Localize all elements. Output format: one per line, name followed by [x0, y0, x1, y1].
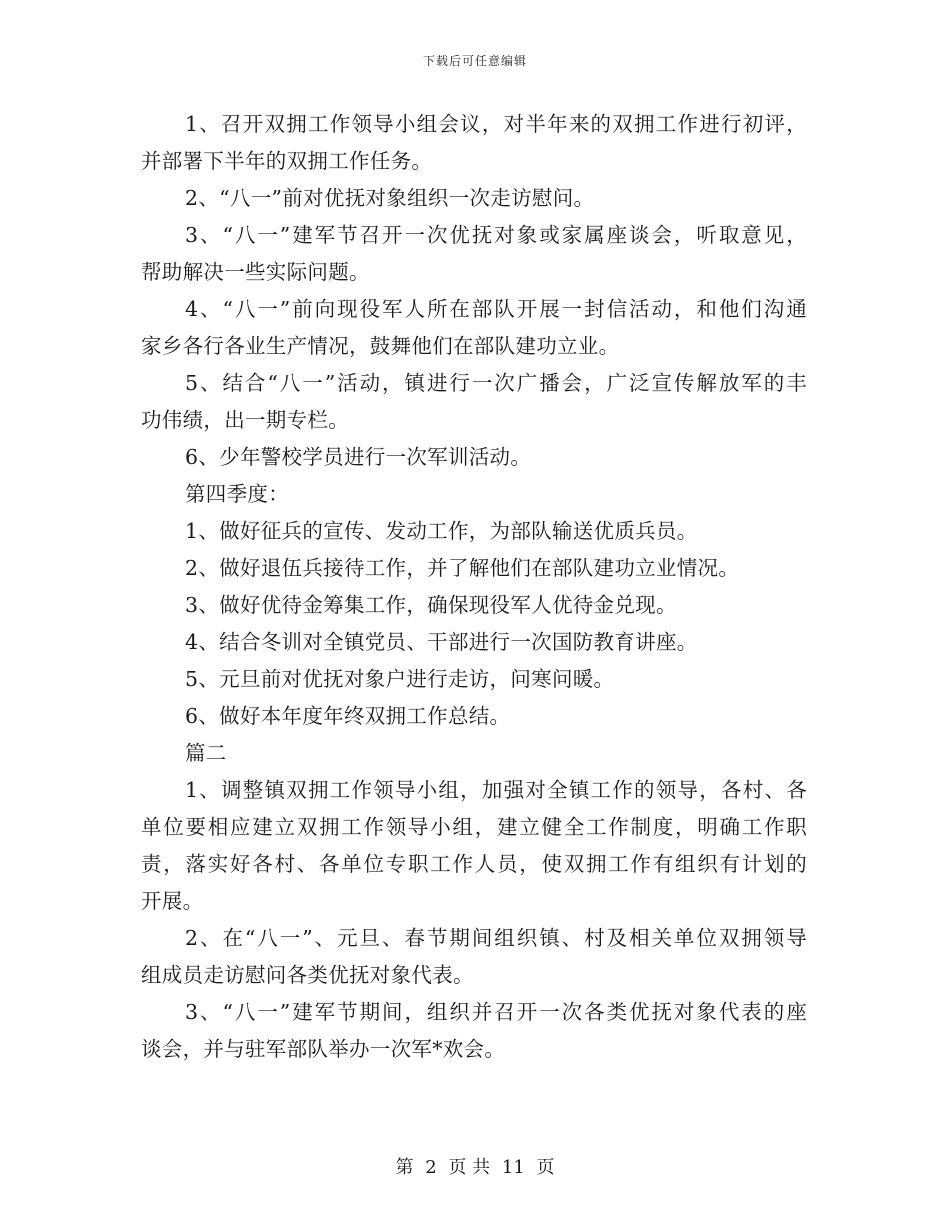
text-line: 3、做好优待金筹集工作，确保现役军人优待金兑现。 — [185, 593, 677, 617]
section-heading: 篇二 — [185, 741, 227, 765]
page-header: 下载后可任意编辑 — [422, 54, 527, 68]
text-line: 开展。 — [141, 889, 204, 913]
document-body — [141, 106, 807, 1068]
footer-suffix: 页 — [536, 1157, 555, 1178]
text-line: 3、“八一”建军节召开一次优抚对象或家属座谈会，听取意见， — [185, 223, 807, 247]
total-page-count: 11 — [501, 1157, 525, 1178]
text-line: 4、“八一”前向现役军人所在部队开展一封信活动，和他们沟通 — [185, 297, 807, 321]
text-line: 单位要相应建立双拥工作领导小组，建立健全工作制度，明确工作职 — [141, 815, 807, 839]
text-line: 责，落实好各村、各单位专职工作人员，使双拥工作有组织有计划的 — [141, 852, 807, 876]
section-heading: 第四季度： — [185, 482, 289, 506]
text-line: 1、做好征兵的宣传、发动工作，为部队输送优质兵员。 — [185, 519, 698, 543]
text-line: 4、结合冬训对全镇党员、干部进行一次国防教育讲座。 — [185, 630, 698, 654]
text-line: 家乡各行各业生产情况，鼓舞他们在部队建功立业。 — [141, 334, 620, 358]
current-page-number: 2 — [425, 1157, 437, 1178]
text-line: 6、少年警校学员进行一次军训活动。 — [185, 445, 532, 469]
text-line: 功伟绩，出一期专栏。 — [141, 408, 349, 432]
text-line: 2、做好退伍兵接待工作，并了解他们在部队建功立业情况。 — [185, 556, 740, 580]
text-line: 6、做好本年度年终双拥工作总结。 — [185, 704, 511, 728]
text-line: 1、召开双拥工作领导小组会议，对半年来的双拥工作进行初评， — [185, 112, 807, 136]
footer-prefix: 第 — [395, 1157, 414, 1178]
text-line: 2、“八一”前对优抚对象组织一次走访慰问。 — [185, 186, 595, 210]
footer-middle: 页 共 — [448, 1157, 491, 1178]
text-line: 3、“八一”建军节期间，组织并召开一次各类优抚对象代表的座 — [185, 1000, 807, 1024]
text-line: 谈会，并与驻军部队举办一次军*欢会。 — [141, 1037, 506, 1061]
text-line: 5、元旦前对优抚对象户进行走访，问寒问暖。 — [185, 667, 615, 691]
text-line: 5、结合“八一”活动，镇进行一次广播会，广泛宣传解放军的丰 — [185, 371, 807, 395]
text-line: 1、调整镇双拥工作领导小组，加强对全镇工作的领导，各村、各 — [185, 778, 807, 802]
text-line: 帮助解决一些实际问题。 — [141, 260, 370, 284]
page-footer — [0, 1153, 950, 1179]
text-line: 组成员走访慰问各类优抚对象代表。 — [141, 963, 474, 987]
text-line: 并部署下半年的双拥工作任务。 — [141, 149, 433, 173]
text-line: 2、在“八一”、元旦、春节期间组织镇、村及相关单位双拥领导 — [185, 926, 807, 950]
